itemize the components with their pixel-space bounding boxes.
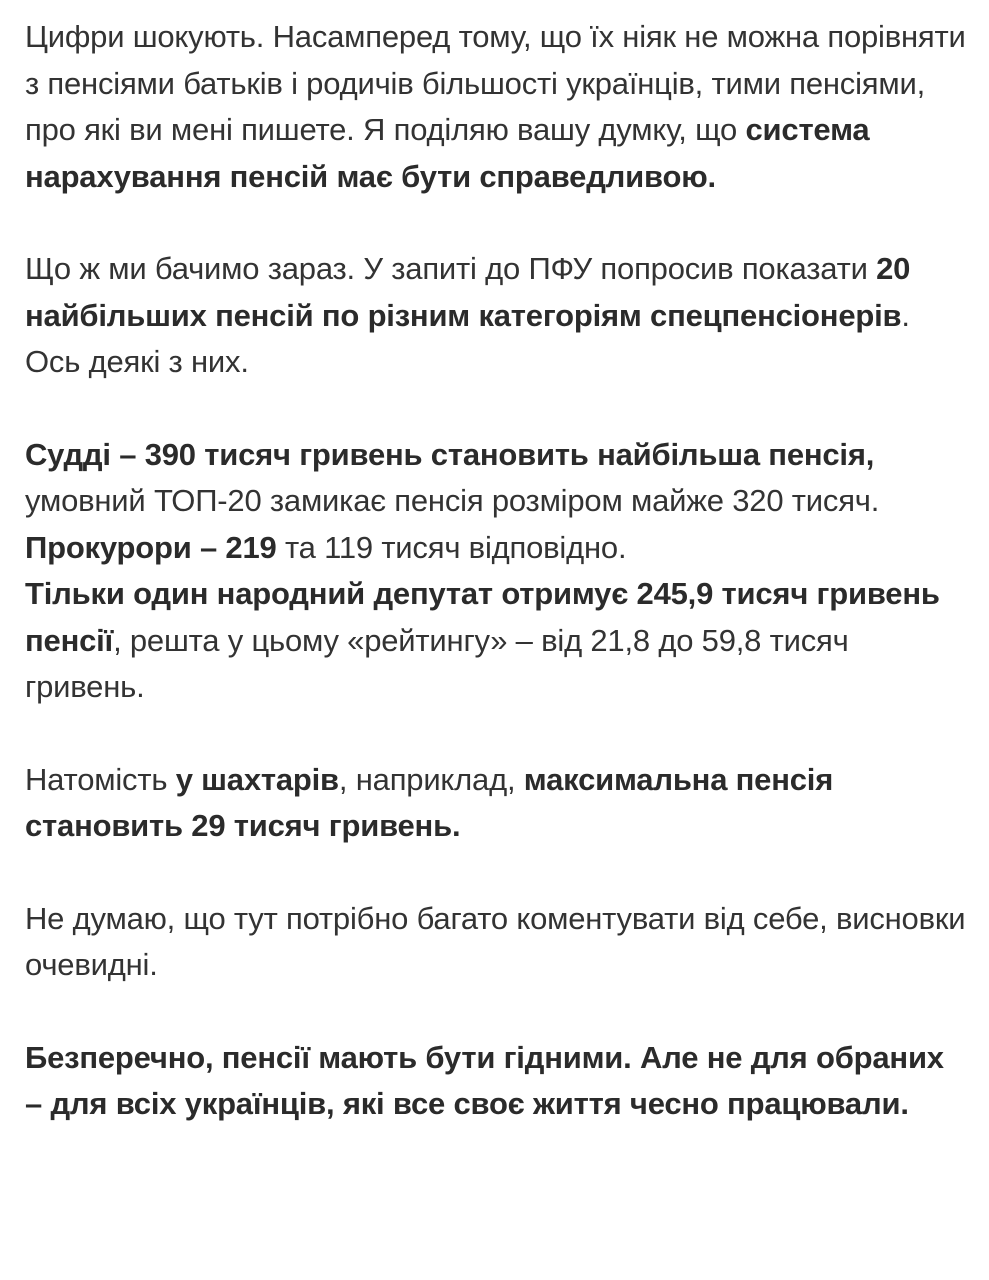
paragraph-conclusion xyxy=(25,1035,969,1128)
paragraph-bold-text: максимальна пенсія становить 29 тисяч гривень. xyxy=(25,761,834,843)
paragraph-text: , наприклад, xyxy=(338,761,524,797)
paragraph-bold-text: у шахтарів xyxy=(175,761,339,797)
paragraph-intro xyxy=(25,14,969,200)
paragraph-text: умовний ТОП-20 замикає пенсія розміром майже 320 тисяч. xyxy=(25,483,880,518)
paragraph-text: та 119 тисяч відповідно. xyxy=(276,529,627,565)
paragraph-bold-text: Прокурори – 219 xyxy=(25,529,277,565)
paragraph-text: Не думаю, що тут потрібно багато коментувати від себе, висновки очевидні. xyxy=(25,900,966,982)
paragraph-miners xyxy=(25,757,969,850)
paragraph-text: , решта у цьому «рейтингу» – від 21,8 до 59,8 тисяч гривень. xyxy=(25,622,849,704)
paragraph-text: Що ж ми бачимо зараз. У запиті до ПФУ попросив показати xyxy=(25,251,877,286)
paragraph-bold-text: 20 найбільших пенсій по різним категоріям спецпенсіонерів xyxy=(25,251,911,333)
paragraph-prosecutors xyxy=(25,525,969,572)
paragraph-bold-text: Безперечно, пенсії мають бути гідними. Але не для обраних – для всіх українців, які все своє життя чесно працювали. xyxy=(25,1039,944,1121)
paragraph-text: . Ось деякі з них. xyxy=(25,297,910,379)
paragraph-comment xyxy=(25,896,969,989)
paragraph-bold-text: Тільки один народний депутат отримує 245,9 тисяч гривень пенсії xyxy=(25,576,940,658)
paragraph-text: Натомість xyxy=(25,761,176,797)
paragraph-deputies xyxy=(25,571,969,711)
paragraph-bold-text: система нарахування пенсій має бути справедливою. xyxy=(25,112,870,194)
paragraph-text: Цифри шокують. Насамперед тому, що їх ніяк не можна порівняти з пенсіями батьків і родичів більшості українців, тими пенсіями, про які ви мені пишете. Я поділяю вашу думку, що xyxy=(25,19,966,147)
paragraph-request xyxy=(25,246,969,386)
paragraph-bold-text: Судді – 390 тисяч гривень становить найбільша пенсія, xyxy=(25,436,875,472)
paragraph-judges xyxy=(25,432,969,525)
